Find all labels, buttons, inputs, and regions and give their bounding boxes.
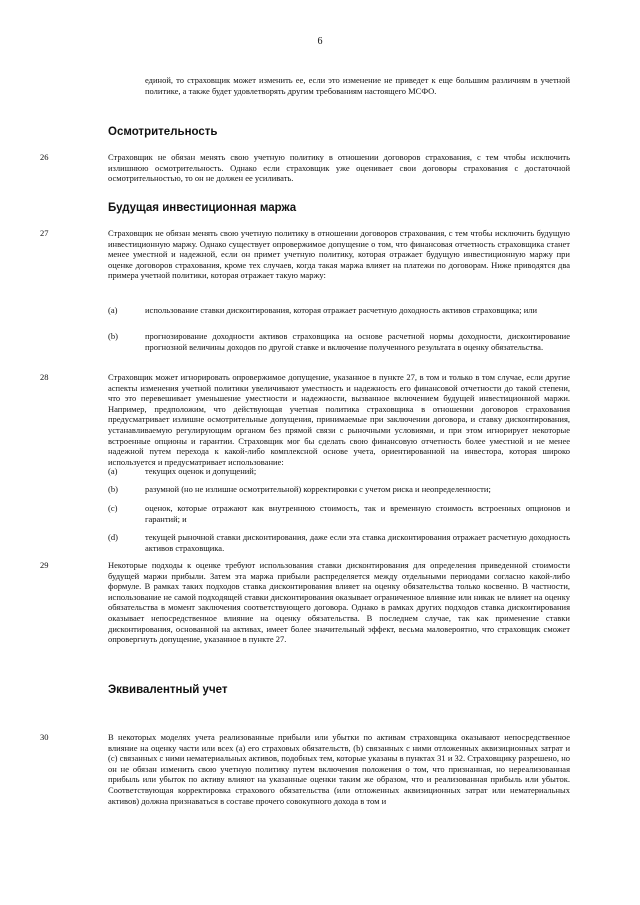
list-item-label: (b) [108, 331, 118, 341]
paragraph-number-26: 26 [40, 152, 49, 162]
list-item-label: (a) [108, 466, 118, 476]
paragraph-26: Страховщик не обязан менять свою учетную политику в отношении договоров страхования, с тем чтобы исключить излишнюю осмотрительность. Однако если страховщик уже оценивает свои договоры страхования с достаточной осмотрительностью, то он не должен ее усиливать. [108, 152, 570, 184]
paragraph-number-28: 28 [40, 372, 49, 382]
paragraph-number-27: 27 [40, 228, 49, 238]
intro-paragraph: единой, то страховщик может изменить ее, если это изменение не приведет к еще большим различиям в учетной политике, а также будет удовлетворять другим требованиям настоящего МСФО. [145, 75, 570, 96]
paragraph-number-29: 29 [40, 560, 49, 570]
heading-future-margin: Будущая инвестиционная маржа [108, 202, 297, 214]
list-item-text: текущих оценок и допущений; [145, 466, 257, 476]
paragraph-27: Страховщик не обязан менять свою учетную политику в отношении договоров страхования, с тем чтобы исключить будущую инвестиционную маржу. Однако существует опровержимое допущение о том, что финансовая отчетность страховщика станет менее уместной и надежной, если он примет учетную политику, которая отражает будущую инвестиционную маржу при оценке договоров страхования, кроме тех случаев, когда такая маржа влияет на платежи по договорам. Ниже приводятся два примера учетной политики, которая отражает такую маржу: [108, 228, 570, 281]
list-item-text: прогнозирование доходности активов страховщика на основе расчетной нормы доходности, дисконтирование прогнозной величины доходов по другой ставке и включение полученного результата в оценку обязательства. [145, 331, 570, 352]
paragraph-29: Некоторые подходы к оценке требуют использования ставки дисконтирования для определения приведенной стоимости будущей маржи прибыли. Затем эта маржа прибыли распределяется между отдельными периодами согласно какой-либо формуле. В рамках таких подходов ставка дисконтирования влияет на оценку обязательства только косвенно. В частности, использование не самой подходящей ставки дисконтирования оказывает ограниченное влияние или никак не влияет на оценку обязательства в момент заключения соответствующего договора. Однако в рамках других подходов ставка дисконтирования оказывает непосредственное влияние на оценку обязательства. В последнем случае, так как применение ставки дисконтирования, основанной на активах, имеет более значительный эффект, весьма маловероятно, что страховщик сможет опровергнуть допущение, указанное в пункте 27. [108, 560, 570, 645]
list-item-text: текущей рыночной ставки дисконтирования, даже если эта ставка дисконтирования отражает расчетную доходность активов страховщика. [145, 532, 570, 553]
list-item-text: разумной (но не излишне осмотрительной) корректировки с учетом риска и неопределенности; [145, 484, 491, 494]
heading-equivalent: Эквивалентный учет [108, 684, 228, 696]
list-item-text: оценок, которые отражают как внутреннюю стоимость, так и временную стоимость встроенных опционов и гарантий; и [145, 503, 570, 524]
paragraph-number-30: 30 [40, 732, 49, 742]
heading-prudence: Осмотрительность [108, 126, 218, 138]
list-item-text: использование ставки дисконтирования, которая отражает расчетную доходность активов страховщика; или [145, 305, 538, 315]
paragraph-30: В некоторых моделях учета реализованные прибыли или убытки по активам страховщика оказывают непосредственное влияние на оценку части или всех (а) его страховых обязательств, (b) связанных с ними отложенных аквизиционных затрат и (с) связанных с ними нематериальных активов, подобных тем, которые указаны в пунктах 31 и 32. Страховщику разрешено, но он не обязан изменить свою учетную политику путем включения положения о том, что признанная, но нереализованная прибыль или убыток по активу влияют на указанные оценки таким же образом, что и реализованная прибыль или убыток. Соответствующая корректировка страхового обязательства (или отложенных аквизиционных затрат или нематериальных активов) должна признаваться в составе прочего совокупного дохода в том и [108, 732, 570, 806]
list-item-label: (d) [108, 532, 118, 542]
page-number: 6 [317, 36, 323, 47]
list-item-label: (c) [108, 503, 118, 513]
paragraph-28: Страховщик может игнорировать опровержимое допущение, указанное в пункте 27, в том и только в том случае, если другие аспекты изменения учетной политики увеличивают уместность и надежность его финансовой отчетности до такой степени, что это перевешивает уменьшение уместности и надежности, вызванное включением будущей инвестиционной маржи. Например, предположим, что действующая учетная политика страховщика в отношении договоров страхования предусматривает излишне осмотрительные допущения, принимаемые при заключении договора, и ставку дисконтирования, устанавливаемую регулирующим органом без прямой связи с рыночными условиями, и при этом игнорирует некоторые встроенные опционы и гарантии. Страховщик мог бы сделать свою финансовую отчетность более уместной и не менее надежной путем перехода к какой-либо комплексной основе учета, ориентированной на инвестора, которая широко используется и предусматривает использование: [108, 372, 570, 467]
list-item-label: (a) [108, 305, 118, 315]
list-item-label: (b) [108, 484, 118, 494]
